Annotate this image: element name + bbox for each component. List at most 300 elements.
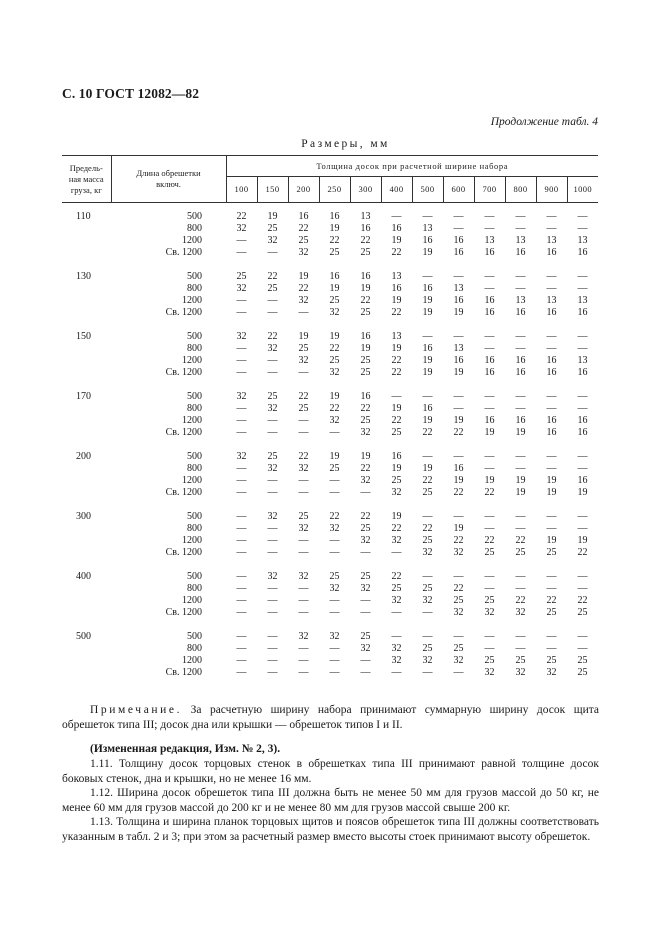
mass-cell [62,403,111,415]
length-cell: Св. 1200 [165,487,202,498]
clause-1-12: 1.12. Ширина досок обрешеток типа III должна быть не менее 50 мм для грузов массой до 50 кг, не менее 60 мм для грузов массой до 200 кг и не менее 80 мм для грузов массой свыше 200 кг. [62,787,599,814]
thickness-cell: 19 [422,415,433,426]
thickness-cell: — [391,607,402,618]
thickness-cell: 32 [298,523,309,534]
table-row [62,403,598,415]
table-row [62,607,598,619]
thickness-cell: 25 [360,247,371,258]
table-row [62,475,598,487]
thickness-cell: 32 [329,307,340,318]
mass-cell [62,607,111,619]
thickness-cell: — [267,535,278,546]
thickness-cell: — [267,631,278,642]
thickness-cell: 25 [546,607,557,618]
thickness-cell: 13 [391,271,402,282]
thickness-cell: 16 [484,355,495,366]
thickness-cell: — [329,475,340,486]
thickness-cell: — [267,583,278,594]
thickness-cell: 19 [422,295,433,306]
thickness-cell: 13 [577,295,588,306]
thickness-cell: — [298,535,309,546]
thickness-cell: — [298,607,309,618]
mass-cell [62,295,111,307]
mass-cell [62,655,111,667]
thickness-cell: 25 [422,583,433,594]
thickness-cell: 22 [329,343,340,354]
thickness-cell: — [515,391,526,402]
thickness-cell: — [453,331,464,342]
length-cell: 1200 [182,535,202,546]
thickness-cell: — [329,607,340,618]
thickness-cell: 32 [515,667,526,678]
thickness-cell: 19 [515,427,526,438]
thickness-cell: — [453,211,464,222]
mass-cell [62,427,111,439]
thickness-cell: — [546,583,557,594]
thickness-cell: 32 [391,655,402,666]
thickness-cell: 13 [391,331,402,342]
thickness-cell: 32 [267,463,278,474]
thickness-cell: 32 [422,655,433,666]
thickness-cell: 22 [391,415,402,426]
thickness-cell: 19 [422,367,433,378]
thickness-cell: — [236,547,247,558]
thickness-cell: 19 [453,415,464,426]
thickness-cell: — [484,631,495,642]
thickness-cell: 16 [515,367,526,378]
thickness-cell: — [298,667,309,678]
thickness-cell: — [453,511,464,522]
table-row [62,415,598,427]
thickness-cell: 25 [515,655,526,666]
thickness-cell: — [267,475,278,486]
mass-cell [62,415,111,427]
length-cell: Св. 1200 [165,427,202,438]
thickness-cell: — [267,487,278,498]
thickness-cell: 32 [453,655,464,666]
thickness-cell: — [236,295,247,306]
thickness-cell: 16 [515,415,526,426]
thickness-cell: 25 [360,523,371,534]
thickness-cell: 16 [453,235,464,246]
thickness-cell: 25 [422,643,433,654]
col-header-width: 1000 [573,184,593,194]
thickness-cell: 19 [391,403,402,414]
thickness-cell: — [236,343,247,354]
thickness-cell: — [484,211,495,222]
thickness-cell: — [484,463,495,474]
thickness-cell: 13 [453,343,464,354]
col-header-width: 200 [288,177,319,203]
thickness-cell: — [453,271,464,282]
thickness-cell: 32 [267,511,278,522]
mass-cell [62,475,111,487]
thickness-cell: 32 [329,631,340,642]
thickness-cell: — [453,223,464,234]
thickness-cell: 13 [546,235,557,246]
thickness-cell: 16 [422,403,433,414]
table-row [62,511,598,523]
thickness-cell: — [577,223,588,234]
thickness-cell: 32 [267,403,278,414]
thickness-cell: 25 [329,247,340,258]
mass-cell: 110 [76,211,91,222]
thickness-cell: — [577,463,588,474]
thickness-cell: 19 [515,475,526,486]
thickness-cell: 22 [360,511,371,522]
mass-cell [62,643,111,655]
table-row [62,247,598,259]
thickness-cell: — [236,655,247,666]
thickness-cell: — [329,427,340,438]
thickness-cell: 16 [329,271,340,282]
thickness-cell: 32 [236,283,247,294]
thickness-cell: — [236,367,247,378]
thickness-cell: 32 [329,583,340,594]
length-cell: 800 [187,403,202,414]
thickness-cell: 19 [422,355,433,366]
thickness-cell: — [298,583,309,594]
table-row [62,343,598,355]
thickness-cell: — [391,631,402,642]
thickness-cell: 22 [267,271,278,282]
thickness-cell: — [515,271,526,282]
thickness-cell: — [236,595,247,606]
thickness-cell: — [577,451,588,462]
col-header-length-text: Длина обрешетки включ. [136,168,201,189]
mass-cell [62,283,111,295]
thickness-cell: 22 [577,547,588,558]
thickness-cell: 32 [453,547,464,558]
length-cell: 500 [187,571,202,582]
thickness-cell: 22 [329,403,340,414]
thickness-cell: — [484,451,495,462]
col-header-mass-text: Предель- ная масса груза, кг [68,162,104,195]
thickness-cell: — [267,607,278,618]
thickness-cell: 32 [329,367,340,378]
thickness-cell: — [236,667,247,678]
clause-1-13: 1.13. Толщина и ширина планок торцовых щитов и поясов обрешеток типа III должны соответствовать указанным в табл. 2 и 3; при этом за расчетный размер вместо высоты стоек принимают высоту обрешеток. [62,816,599,843]
thickness-cell: 32 [329,523,340,534]
thickness-cell: — [546,643,557,654]
thickness-cell: 32 [298,631,309,642]
thickness-cell: 19 [298,331,309,342]
length-cell: 1200 [182,295,202,306]
thickness-cell: — [298,475,309,486]
thickness-cell: — [515,631,526,642]
thickness-cell: 32 [515,607,526,618]
length-cell: 1200 [182,355,202,366]
table-continuation-label: Продолжение табл. 4 [490,116,598,128]
thickness-cell: 25 [298,511,309,522]
thickness-cell: — [577,643,588,654]
col-header-width: 600 [443,177,474,203]
thickness-cell: 16 [546,307,557,318]
thickness-cell: 19 [298,271,309,282]
thickness-cell: 32 [298,295,309,306]
table-row [62,283,598,295]
table-row [62,223,598,235]
thickness-cell: — [236,643,247,654]
thickness-cell: — [298,415,309,426]
thickness-cell: 25 [329,355,340,366]
length-cell: Св. 1200 [165,607,202,618]
thickness-cell: 13 [577,355,588,366]
thickness-cell: — [236,415,247,426]
length-cell: 1200 [182,475,202,486]
thickness-cell: 25 [360,571,371,582]
thickness-cell: 25 [391,427,402,438]
thickness-cell: 19 [391,295,402,306]
thickness-cell: 16 [422,235,433,246]
thickness-cell: — [298,547,309,558]
thickness-cell: 16 [484,415,495,426]
thickness-cell: 13 [484,235,495,246]
thickness-cell: 32 [484,667,495,678]
thickness-cell: 16 [422,283,433,294]
thickness-cell: — [236,235,247,246]
mass-cell: 130 [76,271,91,282]
thickness-cell: 32 [360,475,371,486]
thickness-cell: 19 [453,475,464,486]
thickness-cell: 25 [546,655,557,666]
thickness-cell: 32 [422,595,433,606]
table-row [62,571,598,583]
thickness-cell: 25 [360,631,371,642]
thickness-cell: 16 [577,475,588,486]
thickness-cell: 16 [453,247,464,258]
thickness-cell: 32 [391,535,402,546]
thickness-cell: — [422,211,433,222]
table-row [62,463,598,475]
thickness-cell: — [484,343,495,354]
thickness-cell: 22 [329,511,340,522]
length-cell: 500 [187,511,202,522]
mass-cell [62,247,111,259]
thickness-cell: — [236,307,247,318]
sizes-caption: Размеры, мм [301,138,390,150]
thickness-cell: — [577,211,588,222]
thickness-cell: 25 [298,403,309,414]
thickness-cell: — [546,571,557,582]
thickness-cell: 19 [391,343,402,354]
thickness-cell: — [236,523,247,534]
col-header-width: 900 [536,177,567,203]
thickness-cell: — [422,331,433,342]
thickness-cell: 19 [515,487,526,498]
thickness-cell: — [422,667,433,678]
thickness-cell: 32 [453,607,464,618]
thickness-cell: — [267,523,278,534]
col-header-width: 300 [350,177,381,203]
thickness-cell: — [267,355,278,366]
thickness-cell: 25 [360,355,371,366]
thickness-cell: 19 [391,235,402,246]
thickness-cell: 32 [391,643,402,654]
thickness-cell: 19 [453,367,464,378]
thickness-cell: — [329,547,340,558]
thickness-cell: — [453,391,464,402]
thickness-cell: 16 [453,463,464,474]
thickness-cell: — [298,307,309,318]
thickness-cell: 32 [546,667,557,678]
thickness-cell: — [546,391,557,402]
thickness-cell: 19 [329,451,340,462]
thickness-cell: — [236,427,247,438]
thickness-cell: 25 [484,595,495,606]
thickness-cell: — [484,271,495,282]
length-cell: Св. 1200 [165,547,202,558]
mass-cell: 170 [76,391,91,402]
mass-cell [62,667,111,679]
thickness-cell: 25 [329,571,340,582]
length-cell: 800 [187,223,202,234]
table-row [62,631,598,643]
thickness-cell: 25 [577,655,588,666]
table-row [62,643,598,655]
mass-cell [62,343,111,355]
length-cell: 800 [187,343,202,354]
thickness-cell: — [515,331,526,342]
thickness-cell: — [329,655,340,666]
thickness-cell: 19 [484,475,495,486]
mass-cell: 400 [76,571,91,582]
thickness-cell: 16 [546,247,557,258]
thickness-cell: 32 [236,223,247,234]
thickness-cell: 32 [422,547,433,558]
thickness-cell: — [515,571,526,582]
thickness-cell: 22 [453,535,464,546]
thickness-cell: — [484,643,495,654]
thickness-cell: 16 [484,307,495,318]
thickness-cell: — [236,475,247,486]
length-cell: 500 [187,391,202,402]
thickness-cell: — [484,571,495,582]
thickness-cell: 25 [267,451,278,462]
thickness-cell: 16 [391,283,402,294]
thickness-cell: 19 [422,307,433,318]
thickness-cell: 16 [422,343,433,354]
thickness-cell: 13 [422,223,433,234]
thickness-cell: — [546,271,557,282]
table-row [62,655,598,667]
thickness-cell: 16 [546,367,557,378]
thickness-cell: — [236,607,247,618]
page-header: С. 10 ГОСТ 12082—82 [62,86,200,101]
mass-cell [62,367,111,379]
thickness-cell: 16 [546,427,557,438]
table-row [62,271,598,283]
thickness-cell: — [360,655,371,666]
thickness-cell: — [267,367,278,378]
thickness-cell: 22 [577,595,588,606]
thickness-cell: 32 [360,535,371,546]
thickness-cell: 22 [360,463,371,474]
thickness-cell: — [484,223,495,234]
col-header-width: 500 [412,177,443,203]
mass-cell [62,535,111,547]
mass-cell [62,595,111,607]
thickness-cell: 13 [577,235,588,246]
thickness-cell: 16 [484,295,495,306]
thickness-cell: 16 [360,391,371,402]
thickness-cell: — [515,511,526,522]
thickness-cell: 22 [391,307,402,318]
thickness-cell: 32 [391,595,402,606]
length-cell: 800 [187,463,202,474]
thickness-cell: — [484,583,495,594]
thickness-cell: 32 [298,571,309,582]
table-row [62,595,598,607]
length-cell: 500 [187,211,202,222]
length-cell: 800 [187,283,202,294]
thickness-cell: — [298,367,309,378]
thickness-cell: 16 [577,427,588,438]
col-header-width: 800 [505,177,536,203]
table-row [62,451,598,463]
table-note [62,703,599,732]
thickness-cell: — [577,403,588,414]
col-header-width: 150 [257,177,288,203]
thickness-cell: — [329,643,340,654]
thickness-cell: 32 [360,427,371,438]
thickness-cell: — [267,595,278,606]
thickness-cell: 22 [515,595,526,606]
thickness-cell: — [515,283,526,294]
table-row [62,307,598,319]
thickness-cell: 19 [546,475,557,486]
table-row [62,487,598,499]
thickness-cell: 32 [484,607,495,618]
thickness-cell: — [267,427,278,438]
thickness-cell: — [515,343,526,354]
thickness-cell: — [236,511,247,522]
thickness-cell: 22 [546,595,557,606]
thickness-cell: 32 [236,391,247,402]
length-cell: 500 [187,271,202,282]
mass-cell [62,547,111,559]
col-header-thickness: Толщина досок при расчетной ширине набора [226,156,598,177]
thickness-cell: 16 [546,355,557,366]
table-row [62,367,598,379]
thickness-cell: — [577,283,588,294]
thickness-cell: 32 [236,451,247,462]
col-header-width: 250 [319,177,350,203]
mass-cell: 150 [76,331,91,342]
thickness-cell: 19 [546,535,557,546]
thickness-cell: — [236,571,247,582]
mass-cell: 500 [76,631,91,642]
thickness-cell: 25 [391,475,402,486]
thickness-cell: — [329,667,340,678]
thickness-cell: 25 [577,607,588,618]
thickness-cell: 13 [515,235,526,246]
thickness-cell: — [484,331,495,342]
thickness-cell: 22 [391,523,402,534]
thickness-cell: 19 [453,523,464,534]
thickness-cell: 22 [484,487,495,498]
thickness-cell: — [329,535,340,546]
thickness-cell: — [422,631,433,642]
table-row [62,391,598,403]
thickness-cell: 19 [422,463,433,474]
col-header-mass [62,156,111,203]
thickness-cell: 19 [546,487,557,498]
table-row [62,547,598,559]
thickness-cell: — [236,631,247,642]
thickness-cell: 25 [453,643,464,654]
thickness-cell: — [484,403,495,414]
